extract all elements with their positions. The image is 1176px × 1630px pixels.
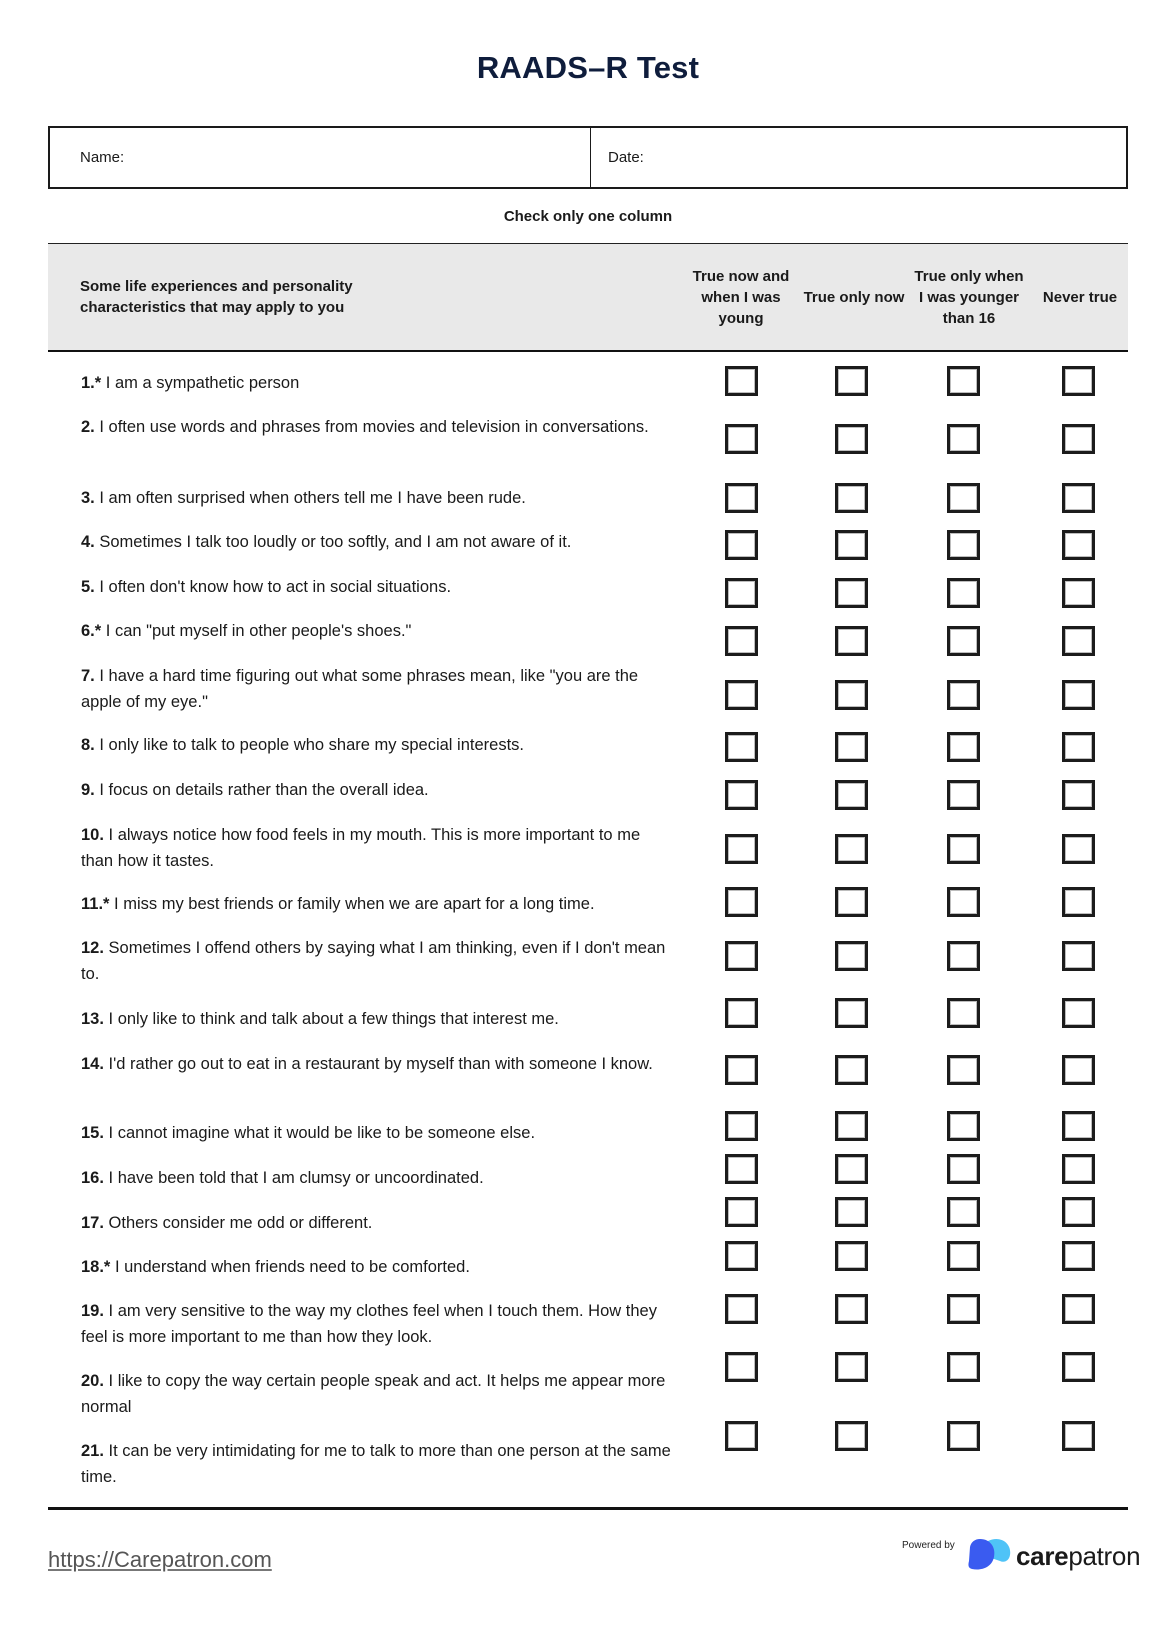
- checkbox-true-only-now[interactable]: [835, 941, 868, 971]
- checkbox-true-only-now[interactable]: [835, 887, 868, 917]
- checkbox-never-true[interactable]: [1062, 1111, 1095, 1141]
- checkbox-never-true[interactable]: [1062, 1421, 1095, 1451]
- table-header: [48, 243, 1128, 352]
- checkbox-never-true[interactable]: [1062, 1197, 1095, 1227]
- checkbox-true-now-and-young[interactable]: [725, 1197, 758, 1227]
- checkbox-never-true[interactable]: [1062, 1055, 1095, 1085]
- item-text: [81, 1369, 671, 1420]
- checkbox-true-only-younger-16[interactable]: [947, 1421, 980, 1451]
- item-statement: I miss my best friends or family when we are apart for a long time.: [114, 895, 595, 913]
- item-text: [81, 1211, 671, 1237]
- item-statement: I understand when friends need to be comforted.: [114, 1258, 470, 1276]
- carepatron-logo-icon: [966, 1537, 1012, 1571]
- checkbox-never-true[interactable]: [1062, 887, 1095, 917]
- checkbox-true-only-younger-16[interactable]: [947, 1055, 980, 1085]
- checkbox-true-only-now[interactable]: [835, 1352, 868, 1382]
- checkbox-never-true[interactable]: [1062, 483, 1095, 513]
- item-number: 16.: [81, 1169, 104, 1187]
- checkbox-true-only-younger-16[interactable]: [947, 1111, 980, 1141]
- checkbox-true-now-and-young[interactable]: [725, 626, 758, 656]
- name-label: Name:: [80, 149, 125, 166]
- checkbox-true-only-younger-16[interactable]: [947, 1294, 980, 1324]
- checkbox-never-true[interactable]: [1062, 1294, 1095, 1324]
- date-label: Date:: [608, 149, 644, 166]
- checkbox-true-only-younger-16[interactable]: [947, 680, 980, 710]
- item-text: [81, 486, 671, 512]
- checkbox-never-true[interactable]: [1062, 578, 1095, 608]
- item-text: [81, 892, 671, 918]
- item-text: [81, 936, 671, 987]
- checkbox-true-only-now[interactable]: [835, 530, 868, 560]
- item-statement: I have a hard time figuring out what some phrases mean, like "you are the apple of my eye.": [81, 667, 639, 711]
- checkbox-true-now-and-young[interactable]: [725, 1111, 758, 1141]
- checkbox-true-only-now[interactable]: [835, 578, 868, 608]
- checkbox-true-only-now[interactable]: [835, 424, 868, 454]
- checkbox-true-now-and-young[interactable]: [725, 941, 758, 971]
- checkbox-true-only-younger-16[interactable]: [947, 887, 980, 917]
- checkbox-true-now-and-young[interactable]: [725, 530, 758, 560]
- column-header-true-only-younger-16: True only when I was younger than 16: [914, 267, 1024, 327]
- checkbox-never-true[interactable]: [1062, 366, 1095, 396]
- checkbox-true-now-and-young[interactable]: [725, 366, 758, 396]
- checkbox-never-true[interactable]: [1062, 424, 1095, 454]
- item-text: [81, 778, 671, 804]
- checkbox-true-only-younger-16[interactable]: [947, 732, 980, 762]
- item-text: [81, 1121, 671, 1147]
- item-statement: I often use words and phrases from movies and television in conversations.: [99, 418, 649, 436]
- checkbox-true-only-now[interactable]: [835, 1055, 868, 1085]
- checkbox-never-true[interactable]: [1062, 1352, 1095, 1382]
- carepatron-wordmark: carepatron: [1016, 1541, 1141, 1571]
- item-number: 8.: [81, 736, 95, 754]
- powered-by-label: Powered by: [902, 1540, 955, 1551]
- checkbox-true-only-younger-16[interactable]: [947, 1241, 980, 1271]
- item-number: 1.*: [81, 374, 102, 392]
- page-title: RAADS–R Test: [476, 50, 700, 85]
- checkbox-true-only-younger-16[interactable]: [947, 998, 980, 1028]
- checkbox-true-only-younger-16[interactable]: [947, 941, 980, 971]
- item-number: 9.: [81, 781, 95, 799]
- checkbox-true-now-and-young[interactable]: [725, 1421, 758, 1451]
- checkbox-never-true[interactable]: [1062, 1154, 1095, 1184]
- checkbox-true-only-now[interactable]: [835, 732, 868, 762]
- checkbox-never-true[interactable]: [1062, 941, 1095, 971]
- checkbox-true-only-now[interactable]: [835, 834, 868, 864]
- checkbox-true-only-younger-16[interactable]: [947, 626, 980, 656]
- carepatron-link[interactable]: https://Carepatron.com: [48, 1547, 272, 1572]
- item-statement: I only like to talk to people who share my special interests.: [99, 736, 524, 754]
- item-statement: Sometimes I talk too loudly or too softly, and I am not aware of it.: [99, 533, 572, 551]
- checkbox-true-now-and-young[interactable]: [725, 680, 758, 710]
- checkbox-true-only-now[interactable]: [835, 1197, 868, 1227]
- checkbox-true-only-now[interactable]: [835, 1421, 868, 1451]
- item-text: [81, 415, 671, 441]
- item-text: [81, 664, 671, 715]
- item-statement: I am very sensitive to the way my clothes feel when I touch them. How they feel is more important to me than how they look.: [81, 1302, 657, 1346]
- checkbox-true-only-younger-16[interactable]: [947, 530, 980, 560]
- checkbox-never-true[interactable]: [1062, 998, 1095, 1028]
- checkbox-true-now-and-young[interactable]: [725, 1055, 758, 1085]
- checkbox-true-only-younger-16[interactable]: [947, 1197, 980, 1227]
- checkbox-true-only-now[interactable]: [835, 1294, 868, 1324]
- checkbox-true-now-and-young[interactable]: [725, 1241, 758, 1271]
- item-statement: Others consider me odd or different.: [108, 1214, 373, 1232]
- checkbox-never-true[interactable]: [1062, 680, 1095, 710]
- item-text: [81, 1166, 671, 1192]
- checkbox-true-only-now[interactable]: [835, 680, 868, 710]
- checkbox-true-now-and-young[interactable]: [725, 998, 758, 1028]
- item-number: 6.*: [81, 622, 102, 640]
- item-text: [81, 1299, 671, 1350]
- item-text: [81, 530, 671, 556]
- item-statement: I have been told that I am clumsy or uncoordinated.: [108, 1169, 484, 1187]
- item-text: [81, 575, 671, 601]
- checkbox-true-only-younger-16[interactable]: [947, 834, 980, 864]
- checkbox-never-true[interactable]: [1062, 1241, 1095, 1271]
- item-text: [81, 619, 671, 645]
- item-text: [81, 1007, 671, 1033]
- item-number: 4.: [81, 533, 95, 551]
- item-text: [81, 733, 671, 759]
- item-statement: Sometimes I offend others by saying what I am thinking, even if I don't mean to.: [81, 939, 666, 983]
- item-statement: I am a sympathetic person: [105, 374, 300, 392]
- item-statement: I always notice how food feels in my mouth. This is more important to me than how it tastes.: [81, 826, 641, 870]
- respondent-info-box: [48, 126, 1128, 189]
- checkbox-true-now-and-young[interactable]: [725, 1294, 758, 1324]
- item-text: [81, 371, 671, 397]
- item-number: 5.: [81, 578, 95, 596]
- checkbox-true-only-younger-16[interactable]: [947, 780, 980, 810]
- checkbox-never-true[interactable]: [1062, 626, 1095, 656]
- item-statement: It can be very intimidating for me to talk to more than one person at the same time.: [81, 1442, 671, 1486]
- checkbox-true-now-and-young[interactable]: [725, 578, 758, 608]
- checkbox-true-only-younger-16[interactable]: [947, 424, 980, 454]
- checkbox-true-only-younger-16[interactable]: [947, 1154, 980, 1184]
- checkbox-true-now-and-young[interactable]: [725, 887, 758, 917]
- item-statement: I like to copy the way certain people speak and act. It helps me appear more normal: [81, 1372, 666, 1416]
- item-text: [81, 1439, 671, 1490]
- checkbox-true-now-and-young[interactable]: [725, 424, 758, 454]
- item-number: 7.: [81, 667, 95, 685]
- item-number: 18.*: [81, 1258, 111, 1276]
- checkbox-true-only-younger-16[interactable]: [947, 578, 980, 608]
- instruction-text: Check only one column: [503, 208, 673, 225]
- item-number: 19.: [81, 1302, 104, 1320]
- item-statement: I can "put myself in other people's shoes.": [105, 622, 412, 640]
- checkbox-true-now-and-young[interactable]: [725, 732, 758, 762]
- item-number: 21.: [81, 1442, 104, 1460]
- item-text: [81, 1255, 671, 1281]
- item-number: 2.: [81, 418, 95, 436]
- item-statement: I'd rather go out to eat in a restaurant by myself than with someone I know.: [108, 1055, 653, 1073]
- item-text: [81, 823, 671, 874]
- item-statement: I focus on details rather than the overall idea.: [99, 781, 429, 799]
- column-header-true-only-now: True only now: [803, 288, 905, 306]
- checkbox-true-now-and-young[interactable]: [725, 780, 758, 810]
- name-field[interactable]: [50, 128, 591, 187]
- item-statement: I cannot imagine what it would be like to be someone else.: [108, 1124, 536, 1142]
- checkbox-true-only-now[interactable]: [835, 626, 868, 656]
- checkbox-true-only-younger-16[interactable]: [947, 483, 980, 513]
- checkbox-true-only-now[interactable]: [835, 366, 868, 396]
- item-number: 3.: [81, 489, 95, 507]
- checkbox-never-true[interactable]: [1062, 732, 1095, 762]
- item-number: 20.: [81, 1372, 104, 1390]
- column-header-true-now-and-young: True now and when I was young: [692, 267, 790, 327]
- checkbox-true-now-and-young[interactable]: [725, 1352, 758, 1382]
- checkbox-true-only-younger-16[interactable]: [947, 1352, 980, 1382]
- checkbox-true-now-and-young[interactable]: [725, 834, 758, 864]
- checkbox-never-true[interactable]: [1062, 834, 1095, 864]
- checkbox-true-only-now[interactable]: [835, 483, 868, 513]
- item-number: 13.: [81, 1010, 104, 1028]
- column-header-never-true: Never true: [1042, 288, 1118, 306]
- item-statement: I only like to think and talk about a few things that interest me.: [108, 1010, 559, 1028]
- item-number: 12.: [81, 939, 104, 957]
- checkbox-never-true[interactable]: [1062, 530, 1095, 560]
- bottom-divider: [48, 1507, 1128, 1510]
- item-statement: I am often surprised when others tell me I have been rude.: [99, 489, 526, 507]
- checkbox-never-true[interactable]: [1062, 780, 1095, 810]
- item-number: 17.: [81, 1214, 104, 1232]
- item-number: 14.: [81, 1055, 104, 1073]
- checkbox-true-only-now[interactable]: [835, 780, 868, 810]
- item-statement: I often don't know how to act in social situations.: [99, 578, 452, 596]
- date-field[interactable]: [591, 128, 1126, 187]
- checkbox-true-only-younger-16[interactable]: [947, 366, 980, 396]
- checkbox-true-only-now[interactable]: [835, 1111, 868, 1141]
- item-number: 10.: [81, 826, 104, 844]
- item-text: [81, 1052, 671, 1078]
- item-number: 15.: [81, 1124, 104, 1142]
- checkbox-true-now-and-young[interactable]: [725, 1154, 758, 1184]
- checkbox-true-only-now[interactable]: [835, 998, 868, 1028]
- checkbox-true-only-now[interactable]: [835, 1241, 868, 1271]
- description-column-header: Some life experiences and personality characteristics that may apply to you: [80, 278, 353, 316]
- checkbox-true-only-now[interactable]: [835, 1154, 868, 1184]
- item-number: 11.*: [81, 895, 110, 913]
- checkbox-true-now-and-young[interactable]: [725, 483, 758, 513]
